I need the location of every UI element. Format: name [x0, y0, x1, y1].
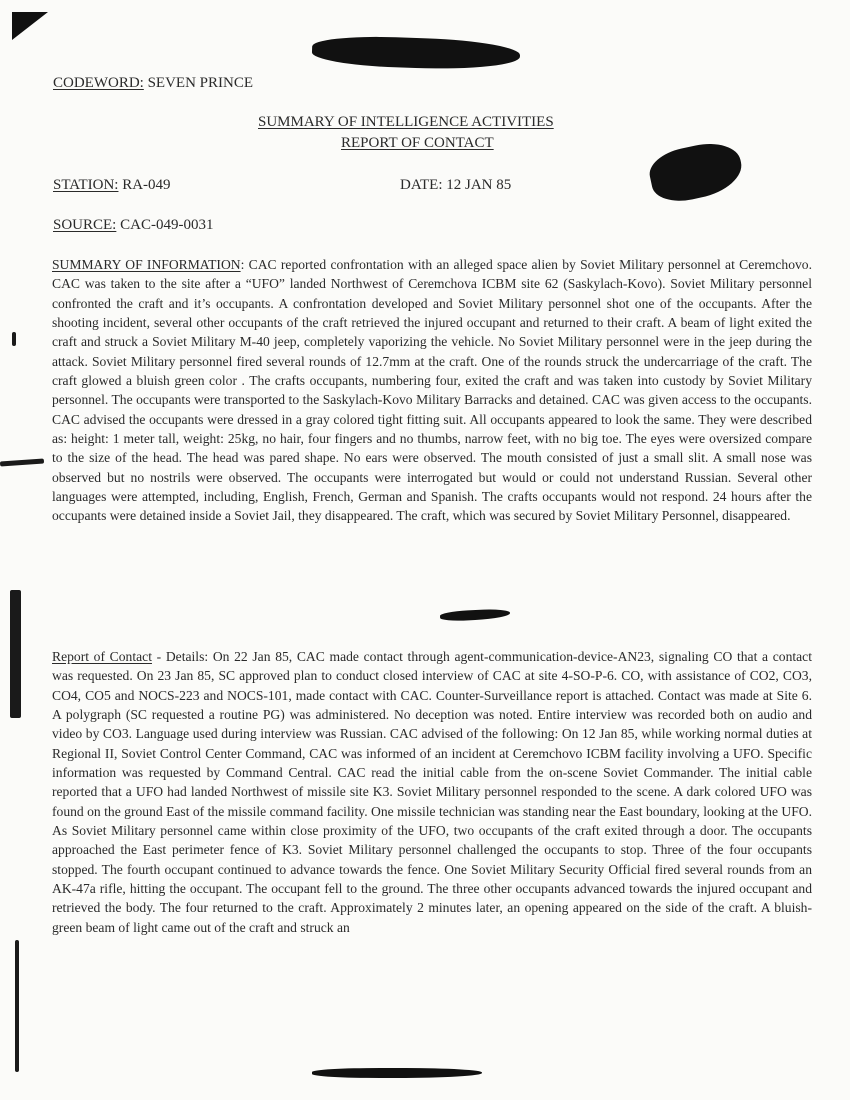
redaction-top	[312, 34, 521, 71]
station-value: RA-049	[118, 177, 171, 193]
source-label: SOURCE:	[53, 217, 117, 233]
margin-bar-middle	[10, 590, 21, 718]
contact-label: Report of Contact	[52, 649, 152, 664]
summary-text: : CAC reported confrontation with an alleged space alien by Soviet Military personnel at Ceremchovo. CAC was taken to the site after a “UFO” landed Northwest of Ceremchova ICBM site 62 (Saskylach-Kovo). Soviet Military personnel confronted the craft and it’s occupants. A confrontation developed and Soviet Military personnel shot one of the occupants. After the shooting incident, several other occupants of the craft retrieved the injured occupant and returned to their craft. A beam of light exited the craft and struck a Soviet Military M-40 jeep, completely vaporizing the vehicle. No Soviet Military personnel were in the jeep during the attack. Soviet Military personnel fired several rounds of 12.7mm at the craft. One of the rounds struck the undercarriage of the craft. The craft glowed a bluish green color . The crafts occupants, numbering four, exited the craft and was taken into custody by Soviet Military personnel. The occupants were transported to the Saskylach-Kovo Military Barracks and detained. CAC was given access to the occupants. CAC advised the occupants were dressed in a gray colored tight fitting suit. All occupants appeared to look the same. They were described as: height: 1 meter tall, weight: 25kg, no hair, four fingers and no thumbs, narrow feet, with no big toe. The eyes were oversized compare to the size of the head. The head was pared shape. No ears were observed. The mouth consisted of just a small slit. A small nose was observed but no nostrils were observed. The occupants were interrogated but would or could not understand Russian. Several other languages were attempted, including, English, French, German and Spanish. The crafts occupants would not respond. 24 hours after the occupants were detained inside a Soviet Jail, they disappeared. The craft, which was secured by Soviet Military Personnel, disappeared.	[52, 257, 813, 524]
summary-label: SUMMARY OF INFORMATION	[52, 257, 241, 272]
station-label: STATION:	[53, 177, 119, 193]
summary-paragraph	[52, 255, 812, 526]
redaction-bottom	[312, 1068, 482, 1078]
source-value: CAC-049-0031	[116, 217, 214, 233]
contact-paragraph	[52, 647, 812, 937]
date-line: DATE: 12 JAN 85	[400, 177, 512, 193]
margin-bar-lower	[15, 940, 19, 1072]
redaction-right	[646, 137, 747, 207]
source-line	[53, 218, 213, 233]
redaction-small-mid	[440, 608, 510, 622]
station-line	[53, 178, 171, 193]
corner-redaction-mark	[12, 12, 48, 40]
margin-mark-arrow	[0, 458, 44, 466]
codeword-label: CODEWORD:	[53, 75, 144, 91]
codeword-value: SEVEN PRINCE	[143, 75, 254, 91]
report-title-line2: REPORT OF CONTACT	[341, 135, 494, 151]
contact-text: - Details: On 22 Jan 85, CAC made contact through agent-communication-device-AN23, signaling CO that a contact was requested. On 23 Jan 85, SC approved plan to conduct closed interview of CAC at site 4-SO-P-6. CO, with assistance of CO2, CO3, CO4, CO5 and NOCS-223 and NOCS-101, made contact with CAC. Counter-Surveillance report is attached. Contact was made at Site 6. A polygraph (SC requested a routine PG) was administered. No deception was noted. Entire interview was recorded both on audio and video by CO3. Language used during interview was Russian. CAC advised of the following: On 12 Jan 85, while working normal duties at Regional II, Soviet Control Center Command, CAC was informed of an incident at Ceremchovo ICBM facility involving a UFO. Specific information was requested by Command Central. CAC read the initial cable from the on-scene Soviet Commander. The initial cable reported that a UFO had landed Northwest of missile site K3. Soviet Military personnel responded to the scene. A dark colored UFO was found on the ground East of the missile command facility. One missile technician was standing near the East boundary, looking at the UFO. As Soviet Military personnel came within close proximity of the UFO, two occupants of the craft exited through a door. The occupants approached the East perimeter fence of K3. Soviet Military personnel challenged the occupants to stop. Three of the four occupants stopped. The fourth occupant continued to advance towards the fence. One Soviet Military Security Official fired several rounds from an AK-47a rifle, hitting the occupant. The occupant fell to the ground. The three other occupants advanced towards the injured occupant and retrieved the body. The four returned to the craft. Approximately 2 minutes later, an opening appeared on the side of the craft. A bluish-green beam of light came out of the craft and struck an	[52, 649, 812, 935]
codeword-line	[53, 76, 253, 91]
margin-mark-upper	[12, 332, 16, 346]
report-title-line1: SUMMARY OF INTELLIGENCE ACTIVITIES	[258, 114, 554, 130]
